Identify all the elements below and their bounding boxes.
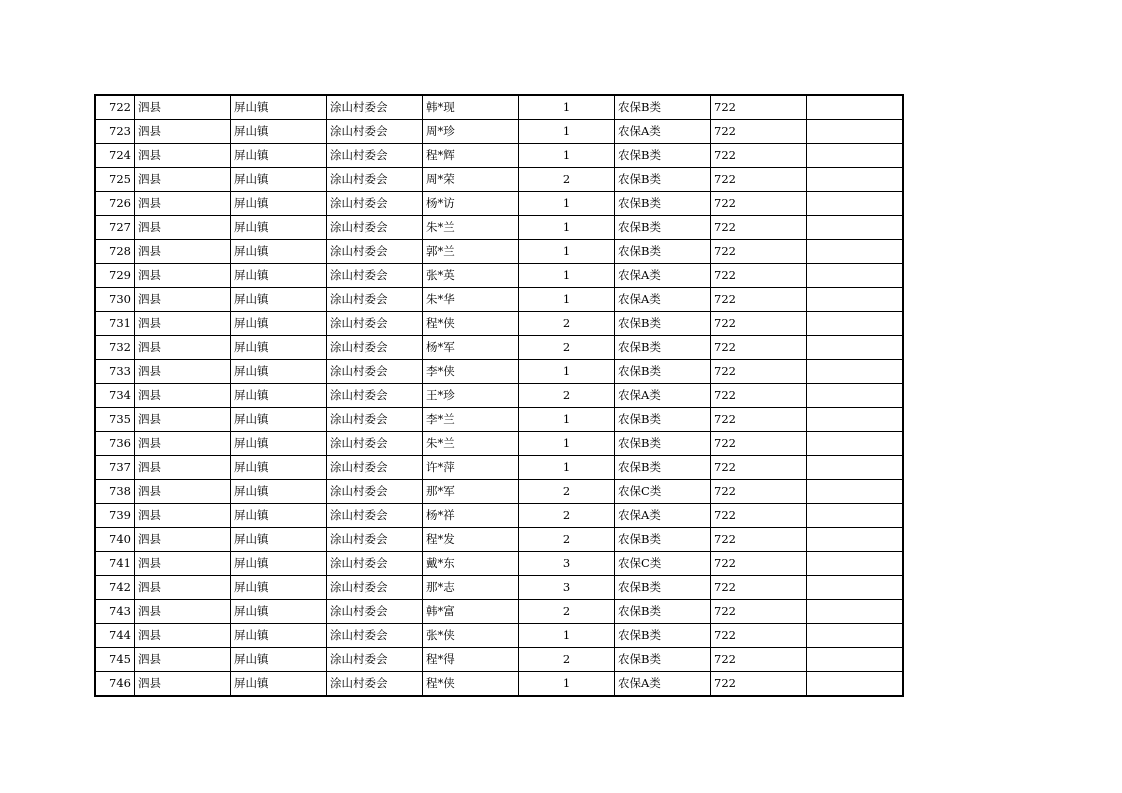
cell-count: 1 <box>519 192 615 216</box>
cell-town: 屏山镇 <box>231 504 327 528</box>
cell-note <box>807 192 904 216</box>
cell-amount: 722 <box>711 672 807 697</box>
cell-note <box>807 456 904 480</box>
cell-county: 泗县 <box>135 504 231 528</box>
cell-note <box>807 504 904 528</box>
table-row <box>95 600 903 624</box>
cell-name: 程*得 <box>423 648 519 672</box>
cell-village: 涂山村委会 <box>327 216 423 240</box>
table-row <box>95 576 903 600</box>
table-row <box>95 240 903 264</box>
cell-amount: 722 <box>711 576 807 600</box>
cell-insurance-type: 农保B类 <box>615 95 711 120</box>
cell-town: 屏山镇 <box>231 216 327 240</box>
cell-row-number: 735 <box>95 408 135 432</box>
cell-insurance-type: 农保A类 <box>615 384 711 408</box>
cell-note <box>807 168 904 192</box>
cell-row-number: 733 <box>95 360 135 384</box>
cell-village: 涂山村委会 <box>327 120 423 144</box>
cell-village: 涂山村委会 <box>327 264 423 288</box>
cell-amount: 722 <box>711 552 807 576</box>
cell-name: 韩*现 <box>423 95 519 120</box>
cell-village: 涂山村委会 <box>327 552 423 576</box>
cell-count: 1 <box>519 672 615 697</box>
cell-amount: 722 <box>711 168 807 192</box>
cell-row-number: 732 <box>95 336 135 360</box>
cell-county: 泗县 <box>135 480 231 504</box>
cell-amount: 722 <box>711 264 807 288</box>
data-table <box>94 94 904 697</box>
cell-note <box>807 384 904 408</box>
cell-county: 泗县 <box>135 120 231 144</box>
cell-insurance-type: 农保A类 <box>615 672 711 697</box>
cell-village: 涂山村委会 <box>327 432 423 456</box>
cell-count: 2 <box>519 384 615 408</box>
table-row <box>95 504 903 528</box>
cell-amount: 722 <box>711 288 807 312</box>
cell-village: 涂山村委会 <box>327 528 423 552</box>
table-row <box>95 336 903 360</box>
cell-town: 屏山镇 <box>231 432 327 456</box>
cell-county: 泗县 <box>135 288 231 312</box>
cell-town: 屏山镇 <box>231 168 327 192</box>
cell-insurance-type: 农保B类 <box>615 648 711 672</box>
cell-row-number: 724 <box>95 144 135 168</box>
cell-name: 周*荣 <box>423 168 519 192</box>
cell-note <box>807 672 904 697</box>
cell-county: 泗县 <box>135 144 231 168</box>
cell-amount: 722 <box>711 648 807 672</box>
cell-village: 涂山村委会 <box>327 144 423 168</box>
table-row <box>95 552 903 576</box>
cell-town: 屏山镇 <box>231 600 327 624</box>
cell-insurance-type: 农保B类 <box>615 576 711 600</box>
cell-village: 涂山村委会 <box>327 624 423 648</box>
cell-village: 涂山村委会 <box>327 600 423 624</box>
cell-note <box>807 144 904 168</box>
cell-note <box>807 600 904 624</box>
cell-count: 1 <box>519 288 615 312</box>
cell-village: 涂山村委会 <box>327 672 423 697</box>
cell-town: 屏山镇 <box>231 480 327 504</box>
cell-count: 2 <box>519 480 615 504</box>
cell-row-number: 737 <box>95 456 135 480</box>
cell-amount: 722 <box>711 95 807 120</box>
cell-count: 1 <box>519 216 615 240</box>
cell-insurance-type: 农保A类 <box>615 504 711 528</box>
cell-name: 张*英 <box>423 264 519 288</box>
cell-amount: 722 <box>711 408 807 432</box>
cell-county: 泗县 <box>135 312 231 336</box>
table-row <box>95 672 903 697</box>
cell-county: 泗县 <box>135 528 231 552</box>
cell-town: 屏山镇 <box>231 408 327 432</box>
cell-village: 涂山村委会 <box>327 648 423 672</box>
cell-count: 1 <box>519 264 615 288</box>
table-row <box>95 192 903 216</box>
cell-village: 涂山村委会 <box>327 480 423 504</box>
cell-name: 程*侠 <box>423 672 519 697</box>
cell-note <box>807 240 904 264</box>
table-body <box>95 95 903 696</box>
cell-row-number: 738 <box>95 480 135 504</box>
cell-amount: 722 <box>711 624 807 648</box>
cell-note <box>807 408 904 432</box>
cell-row-number: 728 <box>95 240 135 264</box>
cell-insurance-type: 农保B类 <box>615 144 711 168</box>
cell-count: 2 <box>519 648 615 672</box>
cell-name: 戴*东 <box>423 552 519 576</box>
cell-county: 泗县 <box>135 432 231 456</box>
cell-row-number: 740 <box>95 528 135 552</box>
table-row <box>95 408 903 432</box>
cell-row-number: 731 <box>95 312 135 336</box>
cell-note <box>807 576 904 600</box>
cell-insurance-type: 农保B类 <box>615 216 711 240</box>
cell-county: 泗县 <box>135 576 231 600</box>
cell-row-number: 746 <box>95 672 135 697</box>
cell-county: 泗县 <box>135 264 231 288</box>
cell-count: 1 <box>519 240 615 264</box>
cell-note <box>807 312 904 336</box>
cell-county: 泗县 <box>135 168 231 192</box>
cell-name: 张*侠 <box>423 624 519 648</box>
cell-amount: 722 <box>711 120 807 144</box>
cell-county: 泗县 <box>135 240 231 264</box>
cell-amount: 722 <box>711 600 807 624</box>
cell-village: 涂山村委会 <box>327 576 423 600</box>
table-row <box>95 264 903 288</box>
cell-insurance-type: 农保A类 <box>615 264 711 288</box>
cell-county: 泗县 <box>135 216 231 240</box>
cell-count: 1 <box>519 360 615 384</box>
cell-village: 涂山村委会 <box>327 95 423 120</box>
cell-town: 屏山镇 <box>231 552 327 576</box>
cell-name: 那*军 <box>423 480 519 504</box>
cell-insurance-type: 农保B类 <box>615 456 711 480</box>
cell-amount: 722 <box>711 336 807 360</box>
cell-town: 屏山镇 <box>231 192 327 216</box>
cell-town: 屏山镇 <box>231 624 327 648</box>
cell-note <box>807 264 904 288</box>
cell-note <box>807 624 904 648</box>
cell-village: 涂山村委会 <box>327 336 423 360</box>
cell-row-number: 739 <box>95 504 135 528</box>
cell-count: 1 <box>519 432 615 456</box>
table-row <box>95 528 903 552</box>
table-row <box>95 95 903 120</box>
cell-insurance-type: 农保A类 <box>615 288 711 312</box>
table-row <box>95 144 903 168</box>
cell-row-number: 741 <box>95 552 135 576</box>
cell-count: 3 <box>519 576 615 600</box>
cell-row-number: 723 <box>95 120 135 144</box>
cell-count: 2 <box>519 312 615 336</box>
cell-county: 泗县 <box>135 648 231 672</box>
table-row <box>95 384 903 408</box>
cell-village: 涂山村委会 <box>327 456 423 480</box>
cell-town: 屏山镇 <box>231 336 327 360</box>
cell-insurance-type: 农保B类 <box>615 240 711 264</box>
cell-county: 泗县 <box>135 600 231 624</box>
cell-count: 1 <box>519 624 615 648</box>
cell-insurance-type: 农保A类 <box>615 120 711 144</box>
cell-insurance-type: 农保B类 <box>615 624 711 648</box>
cell-county: 泗县 <box>135 672 231 697</box>
cell-count: 1 <box>519 408 615 432</box>
cell-count: 2 <box>519 336 615 360</box>
cell-note <box>807 480 904 504</box>
cell-town: 屏山镇 <box>231 576 327 600</box>
cell-village: 涂山村委会 <box>327 168 423 192</box>
cell-name: 王*珍 <box>423 384 519 408</box>
cell-count: 2 <box>519 600 615 624</box>
cell-row-number: 742 <box>95 576 135 600</box>
cell-town: 屏山镇 <box>231 312 327 336</box>
cell-note <box>807 528 904 552</box>
cell-name: 郭*兰 <box>423 240 519 264</box>
table-row <box>95 648 903 672</box>
cell-count: 2 <box>519 528 615 552</box>
table-row <box>95 216 903 240</box>
cell-amount: 722 <box>711 312 807 336</box>
cell-insurance-type: 农保B类 <box>615 432 711 456</box>
cell-village: 涂山村委会 <box>327 192 423 216</box>
cell-amount: 722 <box>711 384 807 408</box>
cell-name: 杨*祥 <box>423 504 519 528</box>
table-row <box>95 288 903 312</box>
cell-note <box>807 336 904 360</box>
cell-county: 泗县 <box>135 336 231 360</box>
table-row <box>95 360 903 384</box>
cell-name: 朱*华 <box>423 288 519 312</box>
cell-note <box>807 648 904 672</box>
cell-count: 2 <box>519 504 615 528</box>
cell-county: 泗县 <box>135 456 231 480</box>
cell-note <box>807 288 904 312</box>
table-row <box>95 120 903 144</box>
cell-village: 涂山村委会 <box>327 288 423 312</box>
cell-town: 屏山镇 <box>231 120 327 144</box>
cell-insurance-type: 农保B类 <box>615 600 711 624</box>
table-row <box>95 168 903 192</box>
cell-name: 程*发 <box>423 528 519 552</box>
cell-row-number: 734 <box>95 384 135 408</box>
cell-amount: 722 <box>711 216 807 240</box>
cell-name: 周*珍 <box>423 120 519 144</box>
cell-name: 韩*富 <box>423 600 519 624</box>
cell-count: 1 <box>519 95 615 120</box>
cell-insurance-type: 农保B类 <box>615 168 711 192</box>
cell-town: 屏山镇 <box>231 240 327 264</box>
cell-name: 程*侠 <box>423 312 519 336</box>
cell-name: 李*兰 <box>423 408 519 432</box>
cell-row-number: 722 <box>95 95 135 120</box>
cell-town: 屏山镇 <box>231 264 327 288</box>
cell-county: 泗县 <box>135 552 231 576</box>
cell-insurance-type: 农保B类 <box>615 192 711 216</box>
cell-row-number: 725 <box>95 168 135 192</box>
cell-town: 屏山镇 <box>231 648 327 672</box>
cell-row-number: 744 <box>95 624 135 648</box>
cell-amount: 722 <box>711 144 807 168</box>
cell-insurance-type: 农保B类 <box>615 312 711 336</box>
cell-note <box>807 120 904 144</box>
cell-name: 杨*军 <box>423 336 519 360</box>
cell-amount: 722 <box>711 528 807 552</box>
cell-amount: 722 <box>711 432 807 456</box>
cell-amount: 722 <box>711 240 807 264</box>
cell-amount: 722 <box>711 360 807 384</box>
cell-village: 涂山村委会 <box>327 240 423 264</box>
cell-insurance-type: 农保C类 <box>615 552 711 576</box>
cell-town: 屏山镇 <box>231 672 327 697</box>
table-row <box>95 432 903 456</box>
cell-insurance-type: 农保B类 <box>615 360 711 384</box>
cell-amount: 722 <box>711 192 807 216</box>
cell-insurance-type: 农保B类 <box>615 528 711 552</box>
cell-name: 那*志 <box>423 576 519 600</box>
cell-county: 泗县 <box>135 192 231 216</box>
cell-note <box>807 95 904 120</box>
table-row <box>95 624 903 648</box>
cell-note <box>807 432 904 456</box>
cell-insurance-type: 农保B类 <box>615 408 711 432</box>
cell-amount: 722 <box>711 456 807 480</box>
cell-row-number: 745 <box>95 648 135 672</box>
cell-name: 杨*访 <box>423 192 519 216</box>
cell-count: 1 <box>519 144 615 168</box>
cell-county: 泗县 <box>135 408 231 432</box>
cell-name: 许*萍 <box>423 456 519 480</box>
cell-insurance-type: 农保C类 <box>615 480 711 504</box>
cell-row-number: 729 <box>95 264 135 288</box>
cell-insurance-type: 农保B类 <box>615 336 711 360</box>
cell-amount: 722 <box>711 504 807 528</box>
cell-village: 涂山村委会 <box>327 504 423 528</box>
cell-county: 泗县 <box>135 360 231 384</box>
cell-town: 屏山镇 <box>231 528 327 552</box>
cell-name: 朱*兰 <box>423 216 519 240</box>
cell-note <box>807 552 904 576</box>
cell-village: 涂山村委会 <box>327 384 423 408</box>
cell-row-number: 727 <box>95 216 135 240</box>
cell-village: 涂山村委会 <box>327 360 423 384</box>
cell-row-number: 736 <box>95 432 135 456</box>
cell-note <box>807 216 904 240</box>
cell-count: 2 <box>519 168 615 192</box>
cell-town: 屏山镇 <box>231 144 327 168</box>
cell-note <box>807 360 904 384</box>
cell-count: 1 <box>519 120 615 144</box>
cell-town: 屏山镇 <box>231 456 327 480</box>
cell-name: 朱*兰 <box>423 432 519 456</box>
cell-town: 屏山镇 <box>231 95 327 120</box>
cell-town: 屏山镇 <box>231 384 327 408</box>
table-row <box>95 456 903 480</box>
table-row <box>95 480 903 504</box>
cell-row-number: 730 <box>95 288 135 312</box>
cell-county: 泗县 <box>135 95 231 120</box>
cell-name: 程*辉 <box>423 144 519 168</box>
cell-village: 涂山村委会 <box>327 312 423 336</box>
cell-row-number: 726 <box>95 192 135 216</box>
table-row <box>95 312 903 336</box>
cell-county: 泗县 <box>135 624 231 648</box>
cell-amount: 722 <box>711 480 807 504</box>
cell-count: 1 <box>519 456 615 480</box>
cell-county: 泗县 <box>135 384 231 408</box>
cell-town: 屏山镇 <box>231 360 327 384</box>
cell-row-number: 743 <box>95 600 135 624</box>
cell-name: 李*侠 <box>423 360 519 384</box>
cell-village: 涂山村委会 <box>327 408 423 432</box>
cell-count: 3 <box>519 552 615 576</box>
cell-town: 屏山镇 <box>231 288 327 312</box>
